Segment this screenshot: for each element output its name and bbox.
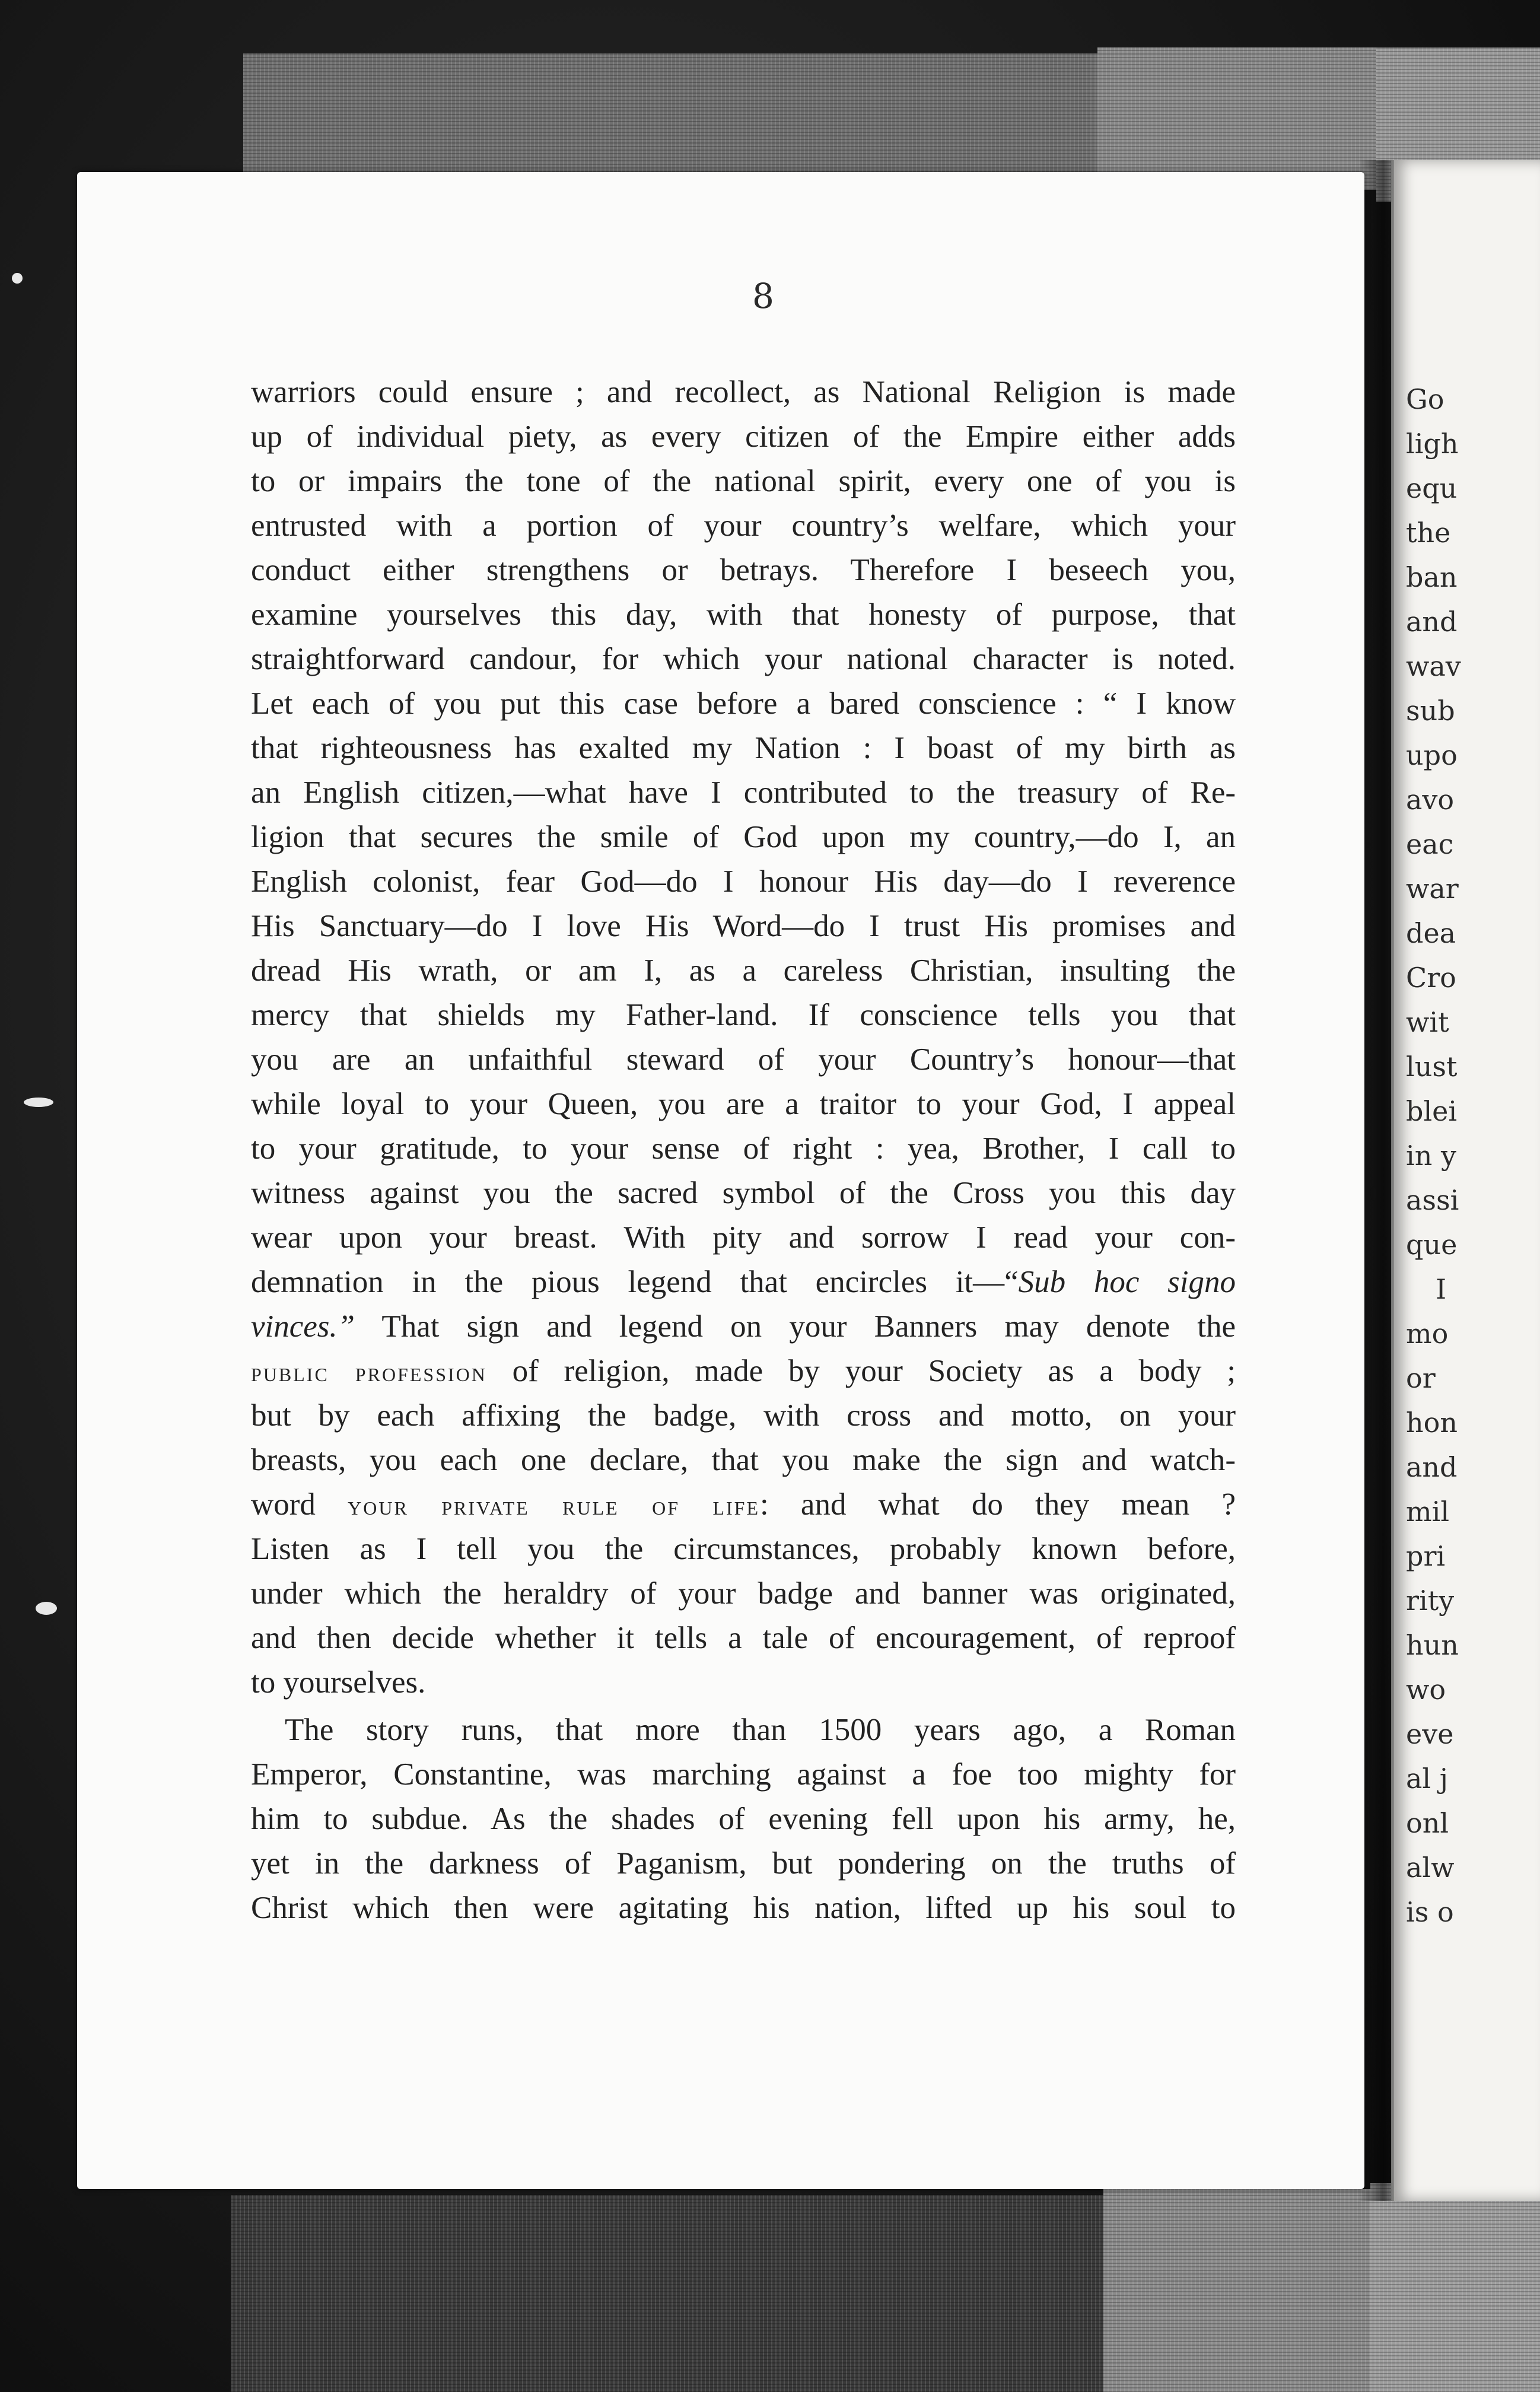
text-line: mercy that shields my Father-land. If conscience tells you that — [251, 998, 1236, 1032]
facing-page-fragment: equ — [1406, 472, 1458, 504]
text-line: warriors could ensure ; and recollect, as National Religion is made — [251, 375, 1236, 409]
facing-page-fragment: hun — [1406, 1629, 1459, 1661]
facing-page-fragment: avo — [1406, 784, 1455, 816]
text-line: straightforward candour, for which your national character is noted. — [251, 642, 1236, 676]
text-run: word — [251, 1487, 348, 1522]
text-line: entrusted with a portion of your country’s welfare, which your — [251, 508, 1236, 543]
cloth-binding-top-middle — [1097, 47, 1376, 190]
text-line: The story runs, that more than 1500 years ago, a Roman — [285, 1713, 1236, 1747]
text-line: ligion that secures the smile of God upon my country,—do I, an — [251, 820, 1236, 854]
facing-page-fragment: rity — [1406, 1585, 1455, 1617]
text-line: but by each affixing the badge, with cross and motto, on your — [251, 1398, 1236, 1433]
latin-motto-end: vinces.” — [251, 1309, 355, 1344]
facing-page-fragment: and — [1406, 1451, 1458, 1483]
text-line: breasts, you each one declare, that you make the sign and watch- — [251, 1443, 1236, 1477]
text-line — [251, 1350, 1236, 1392]
text-line: Listen as I tell you the circumstances, probably known before, — [251, 1532, 1236, 1566]
text-line — [251, 1483, 1236, 1526]
text-line — [251, 1305, 1236, 1348]
text-line: witness against you the sacred symbol of the Cross you this day — [251, 1176, 1236, 1210]
facing-page-fragment: I — [1436, 1273, 1447, 1305]
facing-page-fragment: que — [1406, 1229, 1458, 1261]
text-line: examine yourselves this day, with that honesty of purpose, that — [251, 597, 1236, 632]
facing-page-fragment: dea — [1406, 917, 1456, 949]
facing-page — [1391, 160, 1540, 2201]
cloth-binding-bottom-middle — [1103, 2189, 1370, 2392]
text-line: His Sanctuary—do I love His Word—do I trust His promises and — [251, 909, 1236, 943]
facing-page-fragment: onl — [1406, 1807, 1449, 1839]
text-run: demnation in the pious legend that encircles it—“ — [251, 1265, 1019, 1299]
text-line: to your gratitude, to your sense of right : yea, Brother, I call to — [251, 1131, 1236, 1166]
facing-page-fragment: and — [1406, 606, 1458, 638]
facing-page-fragment: war — [1406, 873, 1459, 905]
text-line: to yourselves. — [251, 1665, 426, 1700]
facing-page-fragment: pri — [1406, 1540, 1446, 1572]
scan-speck — [1364, 842, 1370, 848]
facing-page-fragment: wit — [1406, 1006, 1449, 1038]
facing-page-fragment: sub — [1406, 695, 1455, 727]
text-line: Emperor, Constantine, was marching against a foe too mighty for — [251, 1757, 1236, 1792]
text-line: Christ which then were agitating his nation, lifted up his soul to — [251, 1891, 1236, 1925]
cloth-binding-top-left — [243, 53, 1097, 190]
facing-page-fragment: or — [1406, 1362, 1436, 1394]
facing-page-fragment: is o — [1406, 1896, 1454, 1928]
text-line: under which the heraldry of your badge and banner was originated, — [251, 1576, 1236, 1611]
small-caps-phrase: your private rule of life — [348, 1490, 761, 1521]
scan-speck — [1370, 1187, 1376, 1201]
facing-page-fragment: Cro — [1406, 962, 1456, 994]
facing-page-fragment: Go — [1406, 383, 1444, 415]
facing-page-fragment: alw — [1406, 1852, 1455, 1884]
text-line: yet in the darkness of Paganism, but pondering on the truths of — [251, 1846, 1236, 1881]
latin-motto: Sub hoc signo — [1018, 1265, 1236, 1299]
facing-page-fragment: wo — [1406, 1674, 1446, 1706]
facing-page-fragment: mo — [1406, 1318, 1449, 1350]
text-line — [251, 1261, 1236, 1303]
text-run: of religion, made by your Society as a body ; — [486, 1354, 1236, 1388]
facing-page-fragment: eve — [1406, 1718, 1454, 1750]
cloth-binding-bottom-left — [231, 2195, 1103, 2392]
text-line: English colonist, fear God—do I honour His day—do I reverence — [251, 864, 1236, 899]
text-line: Let each of you put this case before a bared conscience : “ I know — [251, 686, 1236, 721]
facing-page-fragment: eac — [1406, 828, 1454, 860]
text-line: and then decide whether it tells a tale of encouragement, of reproof — [251, 1621, 1236, 1655]
facing-page-fragment: in y — [1406, 1140, 1456, 1172]
text-line: up of individual piety, as every citizen of the Empire either adds — [251, 419, 1236, 454]
facing-page-fragment: mil — [1406, 1496, 1450, 1528]
text-line: that righteousness has exalted my Nation : I boast of my birth as — [251, 731, 1236, 765]
text-line: an English citizen,—what have I contributed to the treasury of Re- — [251, 775, 1236, 810]
text-line: wear upon your breast. With pity and sorrow I read your con- — [251, 1220, 1236, 1255]
cloth-binding-bottom-right — [1370, 2183, 1540, 2392]
facing-page-fragment: al j — [1406, 1763, 1449, 1795]
small-caps-phrase: public profession — [251, 1357, 487, 1387]
text-run: That sign and legend on your Banners may denote the — [355, 1309, 1236, 1344]
page-number: 8 — [752, 276, 774, 316]
facing-page-fragment: the — [1406, 517, 1451, 549]
facing-page-fragment: assi — [1406, 1184, 1459, 1216]
text-line: conduct either strengthens or betrays. Therefore I beseech you, — [251, 553, 1236, 587]
text-line: dread His wrath, or am I, as a careless Christian, insulting the — [251, 953, 1236, 988]
scan-speck — [12, 273, 23, 284]
facing-page-fragment: hon — [1406, 1407, 1458, 1439]
facing-page-fragment: wav — [1406, 650, 1461, 682]
facing-page-fragment: ligh — [1406, 428, 1459, 460]
facing-page-fragment: upo — [1406, 739, 1458, 771]
text-line: you are an unfaithful steward of your Country’s honour—that — [251, 1042, 1236, 1077]
facing-page-fragment: blei — [1406, 1095, 1458, 1127]
facing-page-fragment: ban — [1406, 561, 1458, 593]
facing-page-fragment: lust — [1406, 1051, 1458, 1083]
text-line: to or impairs the tone of the national spirit, every one of you is — [251, 464, 1236, 498]
scan-speck — [24, 1098, 53, 1107]
text-line: while loyal to your Queen, you are a traitor to your God, I appeal — [251, 1087, 1236, 1121]
text-line: him to subdue. As the shades of evening fell upon his army, he, — [251, 1802, 1236, 1836]
scan-speck — [36, 1602, 57, 1615]
text-run: : and what do they mean ? — [760, 1487, 1236, 1522]
